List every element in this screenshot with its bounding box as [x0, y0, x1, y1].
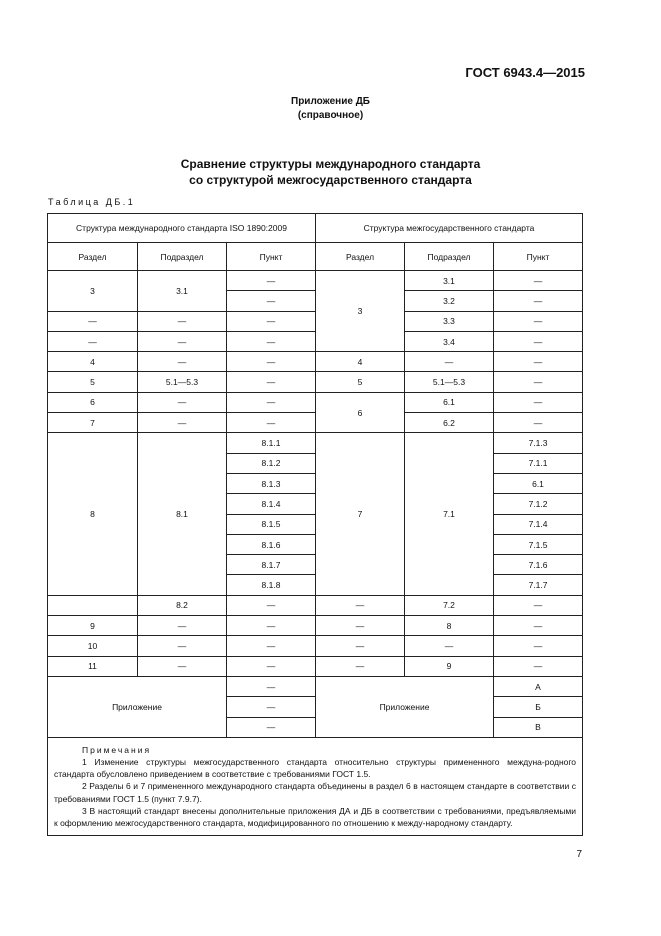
header-interstate-item: Пункт	[494, 243, 583, 271]
cell-interstate-section: —	[316, 616, 405, 636]
document-title	[0, 156, 661, 188]
appendix-heading	[0, 95, 661, 123]
cell-interstate-subsection: 6.1	[405, 392, 494, 412]
cell-interstate-item: 6.1	[494, 473, 583, 493]
cell-interstate-item: —	[494, 352, 583, 372]
cell-intl-subsection: —	[138, 656, 227, 676]
cell-interstate-item: —	[494, 656, 583, 676]
cell-intl-item: 8.1.2	[227, 453, 316, 473]
cell-interstate-subsection: 3.2	[405, 291, 494, 311]
table-row	[48, 595, 583, 615]
header-intl-item: Пункт	[227, 243, 316, 271]
cell-intl-subsection: —	[138, 636, 227, 656]
document-title-line-2: со структурой межгосударственного стандарта	[189, 173, 472, 187]
table-row	[48, 656, 583, 676]
cell-intl-item: —	[227, 413, 316, 433]
cell-intl-item: —	[227, 656, 316, 676]
table-row	[48, 636, 583, 656]
cell-interstate-section: 5	[316, 372, 405, 392]
cell-intl-section: 9	[48, 616, 138, 636]
cell-intl-section: —	[48, 331, 138, 351]
cell-intl-item: —	[227, 616, 316, 636]
header-interstate-subsection: Подраздел	[405, 243, 494, 271]
cell-intl-subsection: 8.2	[138, 595, 227, 615]
cell-intl-item: —	[227, 291, 316, 311]
cell-intl-section: —	[48, 311, 138, 331]
cell-interstate-item: 7.1.5	[494, 534, 583, 554]
notes-row	[48, 737, 583, 835]
cell-interstate-item: 7.1.6	[494, 555, 583, 575]
cell-intl-item: 8.1.6	[227, 534, 316, 554]
document-title-line-1: Сравнение структуры международного стандарта	[180, 157, 481, 171]
cell-intl-subsection: —	[138, 392, 227, 412]
cell-interstate-item: —	[494, 291, 583, 311]
header-intl-section: Раздел	[48, 243, 138, 271]
cell-interstate-subsection: 3.4	[405, 331, 494, 351]
notes-heading: Примечания	[82, 744, 152, 755]
cell-intl-subsection: —	[138, 616, 227, 636]
cell-interstate-section: —	[316, 595, 405, 615]
header-intl-subsection: Подраздел	[138, 243, 227, 271]
cell-interstate-section: —	[316, 656, 405, 676]
appendix-subtitle: (справочное)	[297, 110, 364, 121]
cell-intl-item: —	[227, 676, 316, 696]
cell-interstate-subsection: 7.1	[405, 433, 494, 595]
table-row	[48, 271, 583, 291]
notes-cell	[48, 737, 583, 835]
cell-interstate-subsection: 3.3	[405, 311, 494, 331]
cell-intl-item: 8.1.8	[227, 575, 316, 595]
cell-interstate-section: 3	[316, 271, 405, 352]
cell-intl-item: —	[227, 372, 316, 392]
page-number: 7	[576, 849, 582, 860]
cell-intl-item: 8.1.4	[227, 494, 316, 514]
cell-interstate-item: —	[494, 311, 583, 331]
cell-interstate-item: —	[494, 616, 583, 636]
cell-interstate-item: 7.1.3	[494, 433, 583, 453]
cell-interstate-subsection: 3.1	[405, 271, 494, 291]
cell-intl-appendix: Приложение	[48, 676, 227, 737]
cell-interstate-section: —	[316, 636, 405, 656]
cell-intl-subsection: —	[138, 331, 227, 351]
standard-designation: ГОСТ 6943.4—2015	[465, 65, 585, 80]
header-intl-structure: Структура международного стандарта ISO 1890:2009	[48, 214, 316, 243]
cell-interstate-subsection: 7.2	[405, 595, 494, 615]
cell-intl-section: 10	[48, 636, 138, 656]
cell-intl-section: 6	[48, 392, 138, 412]
cell-intl-item: 8.1.5	[227, 514, 316, 534]
cell-interstate-item: —	[494, 595, 583, 615]
cell-intl-section: 8	[48, 433, 138, 595]
cell-interstate-subsection: —	[405, 352, 494, 372]
cell-intl-section: 7	[48, 413, 138, 433]
cell-intl-item: —	[227, 595, 316, 615]
cell-intl-section	[48, 595, 138, 615]
cell-interstate-subsection: 9	[405, 656, 494, 676]
cell-interstate-subsection: 8	[405, 616, 494, 636]
cell-interstate-item: —	[494, 392, 583, 412]
cell-intl-item: 8.1.7	[227, 555, 316, 575]
note-item: 1 Изменение структуры межгосударственного стандарта относительно структуры примененного междуна-родного стандарта обусловлено приведением в соответствие с требованиями ГОСТ 1.5.	[54, 757, 577, 780]
cell-intl-item: —	[227, 717, 316, 737]
cell-interstate-item: 7.1.1	[494, 453, 583, 473]
cell-intl-item: —	[227, 271, 316, 291]
cell-interstate-item: В	[494, 717, 583, 737]
cell-intl-subsection: —	[138, 413, 227, 433]
cell-interstate-item: —	[494, 413, 583, 433]
table-row	[48, 331, 583, 351]
cell-intl-subsection: 3.1	[138, 271, 227, 312]
cell-intl-section: 5	[48, 372, 138, 392]
note-item: 3 В настоящий стандарт внесены дополнительные приложения ДА и ДБ в соответствии с требованиями, предъявляемыми к оформлению межгосударственного стандарта, модифицированного по отношению к между-народному стандарту.	[54, 805, 577, 829]
cell-interstate-section: 4	[316, 352, 405, 372]
cell-interstate-item: 7.1.4	[494, 514, 583, 534]
cell-intl-item: —	[227, 352, 316, 372]
cell-intl-subsection: —	[138, 311, 227, 331]
table-row	[48, 616, 583, 636]
cell-interstate-subsection: 6.2	[405, 413, 494, 433]
cell-interstate-subsection: 5.1—5.3	[405, 372, 494, 392]
table-row	[48, 311, 583, 331]
cell-intl-item: —	[227, 392, 316, 412]
cell-interstate-item: Б	[494, 697, 583, 717]
cell-intl-item: —	[227, 697, 316, 717]
table-row	[48, 352, 583, 372]
cell-intl-section: 11	[48, 656, 138, 676]
cell-intl-item: —	[227, 636, 316, 656]
cell-intl-item: 8.1.3	[227, 473, 316, 493]
cell-intl-item: —	[227, 311, 316, 331]
header-interstate-structure: Структура межгосударственного стандарта	[316, 214, 583, 243]
cell-interstate-appendix: Приложение	[316, 676, 494, 737]
cell-interstate-item: А	[494, 676, 583, 696]
cell-intl-subsection: 5.1—5.3	[138, 372, 227, 392]
cell-interstate-section: 7	[316, 433, 405, 595]
appendix-title: Приложение ДБ	[291, 96, 370, 107]
table-row	[48, 392, 583, 412]
cell-intl-subsection: —	[138, 352, 227, 372]
cell-interstate-item: 7.1.7	[494, 575, 583, 595]
cell-interstate-item: —	[494, 331, 583, 351]
header-interstate-section: Раздел	[316, 243, 405, 271]
cell-interstate-subsection: —	[405, 636, 494, 656]
comparison-table	[47, 213, 583, 836]
table-header-row-groups	[48, 214, 583, 243]
table-header-row-columns	[48, 243, 583, 271]
cell-interstate-item: —	[494, 636, 583, 656]
cell-interstate-item: —	[494, 271, 583, 291]
cell-intl-section: 4	[48, 352, 138, 372]
cell-intl-subsection: 8.1	[138, 433, 227, 595]
table-row	[48, 433, 583, 453]
cell-intl-item: 8.1.1	[227, 433, 316, 453]
cell-interstate-section: 6	[316, 392, 405, 433]
cell-interstate-item: —	[494, 372, 583, 392]
cell-intl-section: 3	[48, 271, 138, 312]
note-item: 2 Разделы 6 и 7 примененного международного стандарта объединены в раздел 6 в настоящем стандарте в соответствии с требованиями ГОСТ 1.5 (пункт 7.9.7).	[54, 781, 577, 804]
cell-interstate-item: 7.1.2	[494, 494, 583, 514]
table-label: Таблица ДБ.1	[48, 197, 136, 207]
table-row	[48, 413, 583, 433]
table-row	[48, 372, 583, 392]
table-row	[48, 676, 583, 696]
cell-intl-item: —	[227, 331, 316, 351]
